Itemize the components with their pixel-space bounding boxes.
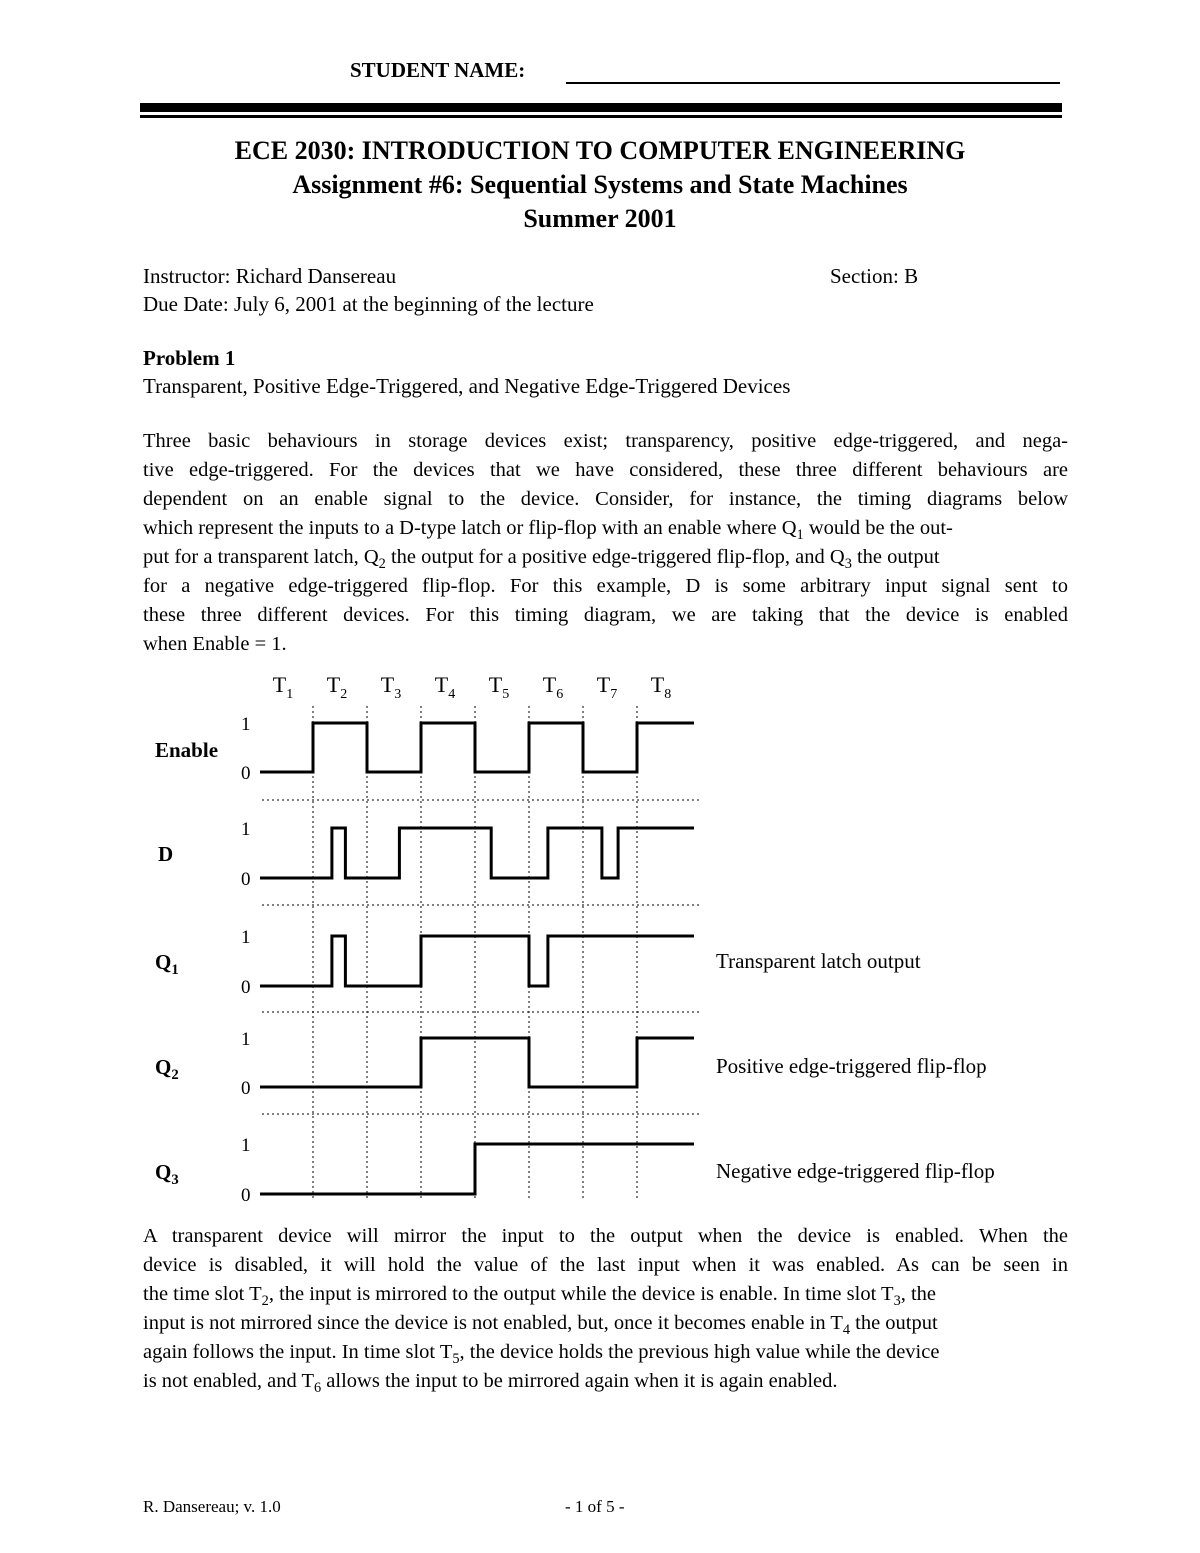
level-label-1: 1 (241, 1029, 251, 1050)
slot-label-t2: $T_2$ (326, 672, 348, 702)
waveform-q1 (260, 936, 694, 986)
intro-line-2: tive edge-triggered. For the devices that we have considered, these three different behaviours are (143, 459, 1068, 481)
waveform-enable (260, 723, 694, 772)
signal-label-enable: Enable (155, 738, 219, 762)
desc-transparent-latch: Transparent latch output (716, 949, 921, 973)
expl-line-2: device is disabled, it will hold the value of the last input when it was enabled. As can be seen in (143, 1254, 1068, 1276)
intro-line-5: put for a transparent latch, $Q_2$ the output for a positive edge-triggered flip-flop, and $Q_3$ the output (143, 546, 940, 573)
desc-positive-edge: Positive edge-triggered flip-flop (716, 1054, 987, 1078)
intro-line-6: for a negative edge-triggered flip-flop. For this example, D is some arbitrary input signal sent to (143, 575, 1068, 597)
slot-label-t4: $T_4$ (434, 672, 456, 702)
expl-line-3: the time slot $T_2$, the input is mirrored to the output while the device is enable. In time slot $T_3$, the (143, 1283, 937, 1310)
level-label-0: 0 (241, 763, 251, 784)
level-label-0: 0 (241, 869, 251, 890)
course-title: ECE 2030: INTRODUCTION TO COMPUTER ENGINEERING (234, 136, 966, 165)
waveform-d (260, 828, 694, 878)
problem-subtitle: Transparent, Positive Edge-Triggered, and Negative Edge-Triggered Devices (143, 374, 791, 398)
waveform-q3 (260, 1144, 694, 1194)
signal-label-q3: $Q_3$ (155, 1160, 179, 1189)
level-label-1: 1 (241, 714, 251, 735)
expl-line-5: again follows the input. In time slot $T_5$, the device holds the previous high value while the device (143, 1341, 940, 1368)
intro-line-4: which represent the inputs to a D-type latch or flip-flop with an enable where $Q_1$ would be the out- (143, 517, 953, 544)
signal-label-d: D (158, 842, 174, 866)
level-label-0: 0 (241, 1078, 251, 1099)
level-label-1: 1 (241, 819, 251, 840)
section-line: Section: B (830, 264, 919, 288)
intro-line-3: dependent on an enable signal to the device. Consider, for instance, the timing diagrams below (143, 488, 1068, 510)
slot-label-t5: $T_5$ (488, 672, 510, 702)
expl-line-6: is not enabled, and $T_6$ allows the input to be mirrored again when it is again enabled. (143, 1370, 838, 1397)
assignment-title: Assignment #6: Sequential Systems and State Machines (292, 170, 908, 199)
level-label-0: 0 (241, 1185, 251, 1206)
problem-heading: Problem 1 (143, 346, 236, 370)
level-label-0: 0 (241, 977, 251, 998)
student-name-label: STUDENT NAME: (350, 58, 526, 82)
expl-line-4: input is not mirrored since the device is not enabled, but, once it becomes enable in $T_4$ the output (143, 1312, 938, 1339)
level-label-1: 1 (241, 927, 251, 948)
intro-line-7: these three different devices. For this timing diagram, we are taking that the device is enabled (143, 604, 1068, 626)
expl-line-1: A transparent device will mirror the input to the output when the device is enabled. When the (143, 1225, 1068, 1247)
explanation-paragraph (143, 1222, 1068, 1396)
intro-line-1: Three basic behaviours in storage devices exist; transparency, positive edge-triggered, and nega- (143, 430, 1068, 452)
intro-line-8: when Enable = 1. (143, 633, 287, 655)
term: Summer 2001 (523, 204, 677, 233)
slot-label-t8: $T_8$ (650, 672, 672, 702)
slot-label-t7: $T_7$ (596, 672, 618, 702)
due-date-line: Due Date: July 6, 2001 at the beginning of the lecture (143, 292, 594, 316)
instructor-line: Instructor: Richard Dansereau (143, 264, 397, 288)
slot-label-t1: $T_1$ (272, 672, 294, 702)
slot-label-t3: $T_3$ (380, 672, 402, 702)
waveform-q2 (260, 1038, 694, 1087)
slot-label-t6: $T_6$ (542, 672, 564, 702)
level-label-1: 1 (241, 1135, 251, 1156)
footer-page-number: - 1 of 5 - (565, 1497, 625, 1516)
desc-negative-edge: Negative edge-triggered flip-flop (716, 1159, 995, 1183)
signal-label-q2: $Q_2$ (155, 1055, 179, 1084)
footer-author: R. Dansereau; v. 1.0 (143, 1497, 281, 1516)
signal-label-q1: $Q_1$ (155, 950, 179, 979)
